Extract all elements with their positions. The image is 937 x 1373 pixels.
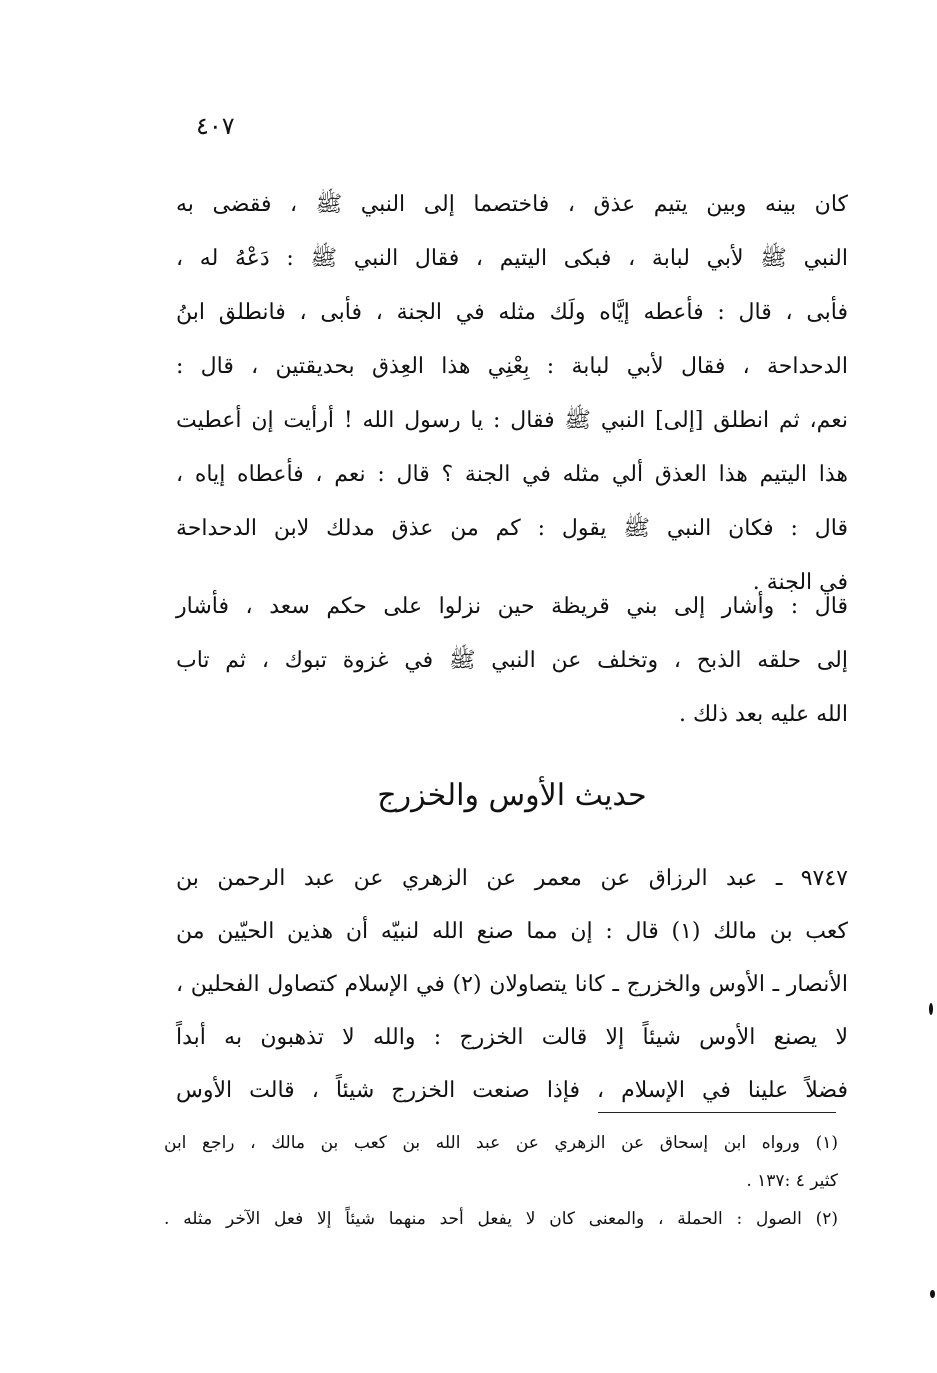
footnote-line: (٢) الصول : الحملة ، والمعنى كان لا يفعل أحد منهما شيئاً إلا فعل الآخر مثله . <box>164 1209 838 1229</box>
section-heading: حديث الأوس والخزرج <box>377 778 647 813</box>
text-line: النبي ﷺ لأبي لبابة ، فبكى اليتيم ، فقال النبي ﷺ : دَعْهُ له ، <box>176 246 848 271</box>
text-line: قال : فكان النبي ﷺ يقول : كم من عذق مدلك لابن الدحداحة <box>176 516 848 541</box>
text-line: هذا اليتيم هذا العذق ألي مثله في الجنة ؟ قال : نعم ، فأعطاه إياه ، <box>176 462 848 487</box>
hadith-paragraph-3 <box>176 852 848 1117</box>
text-line: الله عليه بعد ذلك . <box>678 702 848 727</box>
text-line: في الجنة . <box>752 570 848 595</box>
text-line: قال : وأشار إلى بني قريظة حين نزلوا على حكم سعد ، فأشار <box>176 594 848 619</box>
text-line: كعب بن مالك (١) قال : إن مما صنع الله لنبيّه أن هذين الحيّين من <box>176 919 848 944</box>
scan-speck <box>930 1290 935 1298</box>
text-line: إلى حلقه الذبح ، وتخلف عن النبي ﷺ في غزوة تبوك ، ثم تاب <box>176 648 848 673</box>
text-line: ٩٧٤٧ ـ عبد الرزاق عن معمر عن الزهري عن عبد الرحمن بن <box>176 866 848 891</box>
text-line: الدحداحة ، فقال لأبي لبابة : بِعْنِي هذا العِذق بحديقتين ، قال : <box>176 354 848 379</box>
page-number: ٤٠٧ <box>196 112 235 140</box>
footnote-line: (١) ورواه ابن إسحاق عن الزهري عن عبد الله بن كعب بن مالك ، راجع ابن <box>164 1133 838 1153</box>
footnotes <box>164 1124 838 1238</box>
text-line: فأبى ، قال : فأعطه إيَّاه ولَك مثله في الجنة ، فأبى ، فانطلق ابنُ <box>176 300 848 325</box>
text-line: كان بينه وبين يتيم عذق ، فاختصما إلى النبي ﷺ ، فقضى به <box>176 192 848 217</box>
text-line: لا يصنع الأوس شيئاً إلا قالت الخزرج : والله لا تذهبون به أبداً <box>176 1025 848 1050</box>
scan-speck <box>929 1003 933 1015</box>
footnote-separator <box>598 1112 836 1113</box>
text-line: الأنصار ـ الأوس والخزرج ـ كانا يتصاولان (٢) في الإسلام كتصاول الفحلين ، <box>176 972 848 997</box>
text-line: فضلاً علينا في الإسلام ، فإذا صنعت الخزرج شيئاً ، قالت الأوس <box>176 1078 848 1103</box>
footnote-line: كثير ٤ :١٣٧ . <box>746 1171 838 1191</box>
text-line: نعم، ثم انطلق [إلى] النبي ﷺ فقال : يا رسول الله ! أرأيت إن أعطيت <box>176 408 848 433</box>
hadith-paragraph-1 <box>176 178 848 610</box>
hadith-paragraph-2 <box>176 580 848 742</box>
